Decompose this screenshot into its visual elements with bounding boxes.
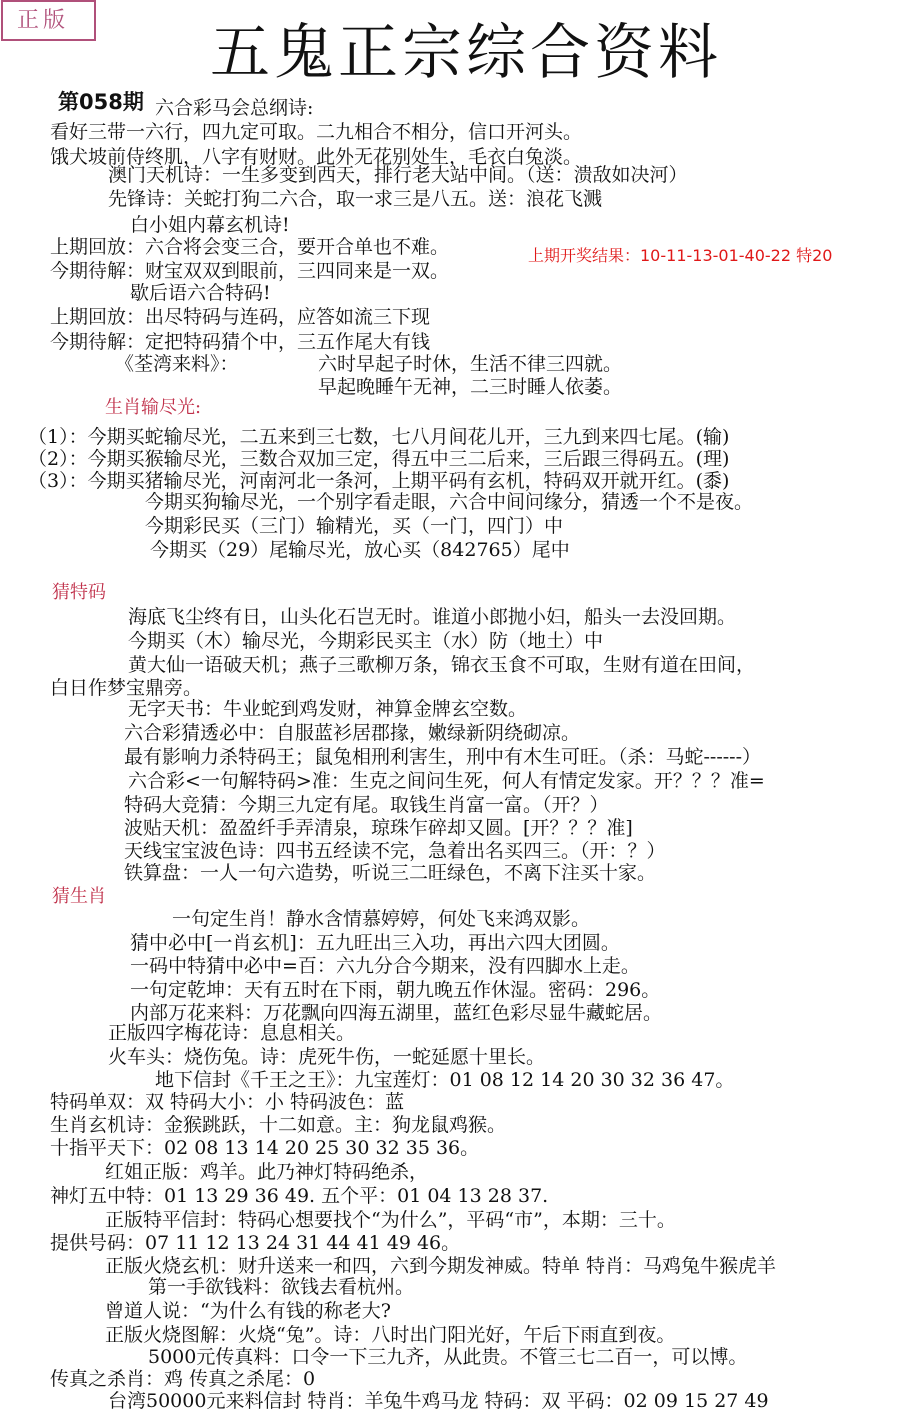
text-line: 地下信封《千王之王》：九宝莲灯：01 08 12 14 20 30 32 36 47。 xyxy=(155,1069,735,1091)
text-line: 一码中特猜中必中=百：六九分合今期来，没有四脚水上走。 xyxy=(130,955,640,977)
text-line: 提供号码：07 11 12 13 24 31 44 41 49 46。 xyxy=(50,1232,461,1254)
text-line: 今期彩民买（三门）输精光，买（一门，四门）中 xyxy=(145,515,564,537)
text-line: 最有影响力杀特码王；鼠兔相刑利害生，刑中有木生可旺。（杀：马蛇------） xyxy=(124,746,762,768)
text-line: 红姐正版：鸡羊。此乃神灯特码绝杀， xyxy=(105,1161,429,1183)
last-draw-result: 上期开奖结果：10-11-13-01-40-22 特20 xyxy=(528,246,833,265)
text-line: 无字天书：牛业蛇到鸡发财，神算金牌玄空数。 xyxy=(128,698,528,720)
edition-badge: 正版 xyxy=(1,0,96,41)
text-line: 今期买（29）尾输尽光，放心买（842765）尾中 xyxy=(150,539,570,561)
text-line: 上期回放：六合将会变三合，要开合单也不难。 xyxy=(50,236,450,258)
text-line: 澳门天机诗：一生多变到西天，排行老大站中间。（送：溃敌如决河） xyxy=(108,164,688,186)
text-line: 5000元传真料：口令一下三九齐，从此贵。不管三七二百一，可以博。 xyxy=(148,1346,748,1368)
text-line: （2）：今期买猴输尽光，三数合双加三定，得五中三二后来，三后跟三得码五。(理) xyxy=(28,448,730,470)
text-line: 歇后语六合特码! xyxy=(130,282,271,304)
text-line: 六时早起子时休，生活不律三四就。 xyxy=(318,353,623,375)
text-line: 饿犬坡前侍终肌，八字有财财。此外无花别处生，毛衣白兔淡。 xyxy=(50,146,583,168)
text-line: （3）：今期买猪输尽光，河南河北一条河，上期平码有玄机，特码双开就开红。(黍) xyxy=(28,470,730,492)
text-line: 六合彩猜透必中：自服蓝衫居郡掾，嫩绿新阴绕砌凉。 xyxy=(124,722,581,744)
text-line: 早起晚睡午无神，二三时睡人依萎。 xyxy=(318,376,623,398)
text-line: 一句定生肖！静水含情慕婷婷，何处飞来鸿双影。 xyxy=(172,908,591,930)
text-line: 一句定乾坤：天有五时在下雨，朝九晚五作休湿。密码：296。 xyxy=(130,979,661,1001)
section-heading: 生肖输尽光: xyxy=(105,397,202,418)
text-line: 六合彩<一句解特码>准：生克之间问生死，何人有情定发家。开？？？准= xyxy=(128,770,765,792)
text-line: 白小姐内幕玄机诗! xyxy=(130,214,290,236)
text-line: 传真之杀肖：鸡 传真之杀尾：0 xyxy=(50,1368,316,1390)
text-line: 台湾50000元来料信封 特肖：羊兔牛鸡马龙 特码：双 平码：02 09 15 27 49 xyxy=(108,1390,769,1412)
text-line: 曾道人说：“为什么有钱的称老大? xyxy=(105,1300,391,1322)
text-line: 特码大竞猜：今期三九定有尾。取钱生肖富一富。（开？） xyxy=(124,794,609,816)
section-heading: 猜特码 xyxy=(52,582,106,603)
text-line: 今期待解：定把特码猜个中，三五作尾大有钱 xyxy=(50,331,431,353)
text-line: 正版火烧玄机：财升送来一和四，六到今期发神威。特单 特肖：马鸡兔牛猴虎羊 xyxy=(105,1255,777,1277)
issue-number: 第058期 xyxy=(58,90,144,114)
text-line: 今期待解：财宝双双到眼前，三四同来是一双。 xyxy=(50,260,450,282)
text-line: 火车头：烧伤兔。诗：虎死牛伤，一蛇延愿十里长。 xyxy=(108,1046,546,1068)
text-line: 内部万花来料：万花飘向四海五湖里，蓝红色彩尽显牛藏蛇居。 xyxy=(130,1002,663,1024)
text-line: 今期买狗输尽光，一个别字看走眼，六合中间问缘分，猜透一个不是夜。 xyxy=(145,491,754,513)
section-heading: 猜生肖 xyxy=(52,886,106,907)
text-line: 铁算盘：一人一句六造势，听说三二旺绿色，不离下注买十家。 xyxy=(124,862,657,884)
text-line: 今期买（木）输尽光，今期彩民买主（水）防（地土）中 xyxy=(128,630,604,652)
text-line: 正版四字梅花诗：息息相关。 xyxy=(108,1022,356,1044)
text-line: 黄大仙一语破天机；燕子三歌柳万条，锦衣玉食不可取，生财有道在田间， xyxy=(128,654,756,676)
text-line: 正版特平信封：特码心想要找个“为什么”，平码“市”，本期：三十。 xyxy=(105,1209,676,1231)
text-line: 十指平天下：02 08 13 14 20 25 30 32 35 36。 xyxy=(50,1137,480,1159)
text-line: 六合彩马会总纲诗: xyxy=(155,97,314,119)
text-line: 海底飞尘终有日，山头化石岂无时。谁道小郎抛小妇，船头一去没回期。 xyxy=(128,606,737,628)
text-line: 《荃湾来料》： xyxy=(115,353,239,375)
text-line: 波贴天机：盈盈纤手弄清泉，琼珠乍碎却又圆。[开？？？准] xyxy=(124,817,633,839)
text-line: 生肖玄机诗：金猴跳跃，十二如意。主：狗龙鼠鸡猴。 xyxy=(50,1114,507,1136)
text-line: 白日作梦宝鼎旁。 xyxy=(50,677,203,699)
text-line: 第一手欲钱料：欲钱去看杭州。 xyxy=(148,1276,415,1298)
page-title: 五鬼正宗综合资料 xyxy=(210,18,722,88)
text-line: 看好三带一六行，四九定可取。二九相合不相分，信口开河头。 xyxy=(50,121,583,143)
text-line: 正版火烧图解：火烧“兔”。诗：八时出门阳光好，午后下雨直到夜。 xyxy=(105,1324,676,1346)
text-line: 特码单双：双 特码大小：小 特码波色：蓝 xyxy=(50,1091,405,1113)
text-line: 猜中必中[一肖玄机]：五九旺出三入功，再出六四大团圆。 xyxy=(130,932,620,954)
text-line: 上期回放：出尽特码与连码，应答如流三下现 xyxy=(50,306,431,328)
text-line: 神灯五中特：01 13 29 36 49. 五个平：01 04 13 28 37. xyxy=(50,1185,549,1207)
text-line: （1）：今期买蛇输尽光，二五来到三七数，七八月间花儿开，三九到来四七尾。(输) xyxy=(28,426,730,448)
text-line: 天线宝宝波色诗：四书五经读不完，急着出名买四三。（开：？） xyxy=(124,840,666,862)
text-line: 先锋诗：关蛇打狗二六合，取一求三是八五。送：浪花飞溅 xyxy=(108,188,603,210)
